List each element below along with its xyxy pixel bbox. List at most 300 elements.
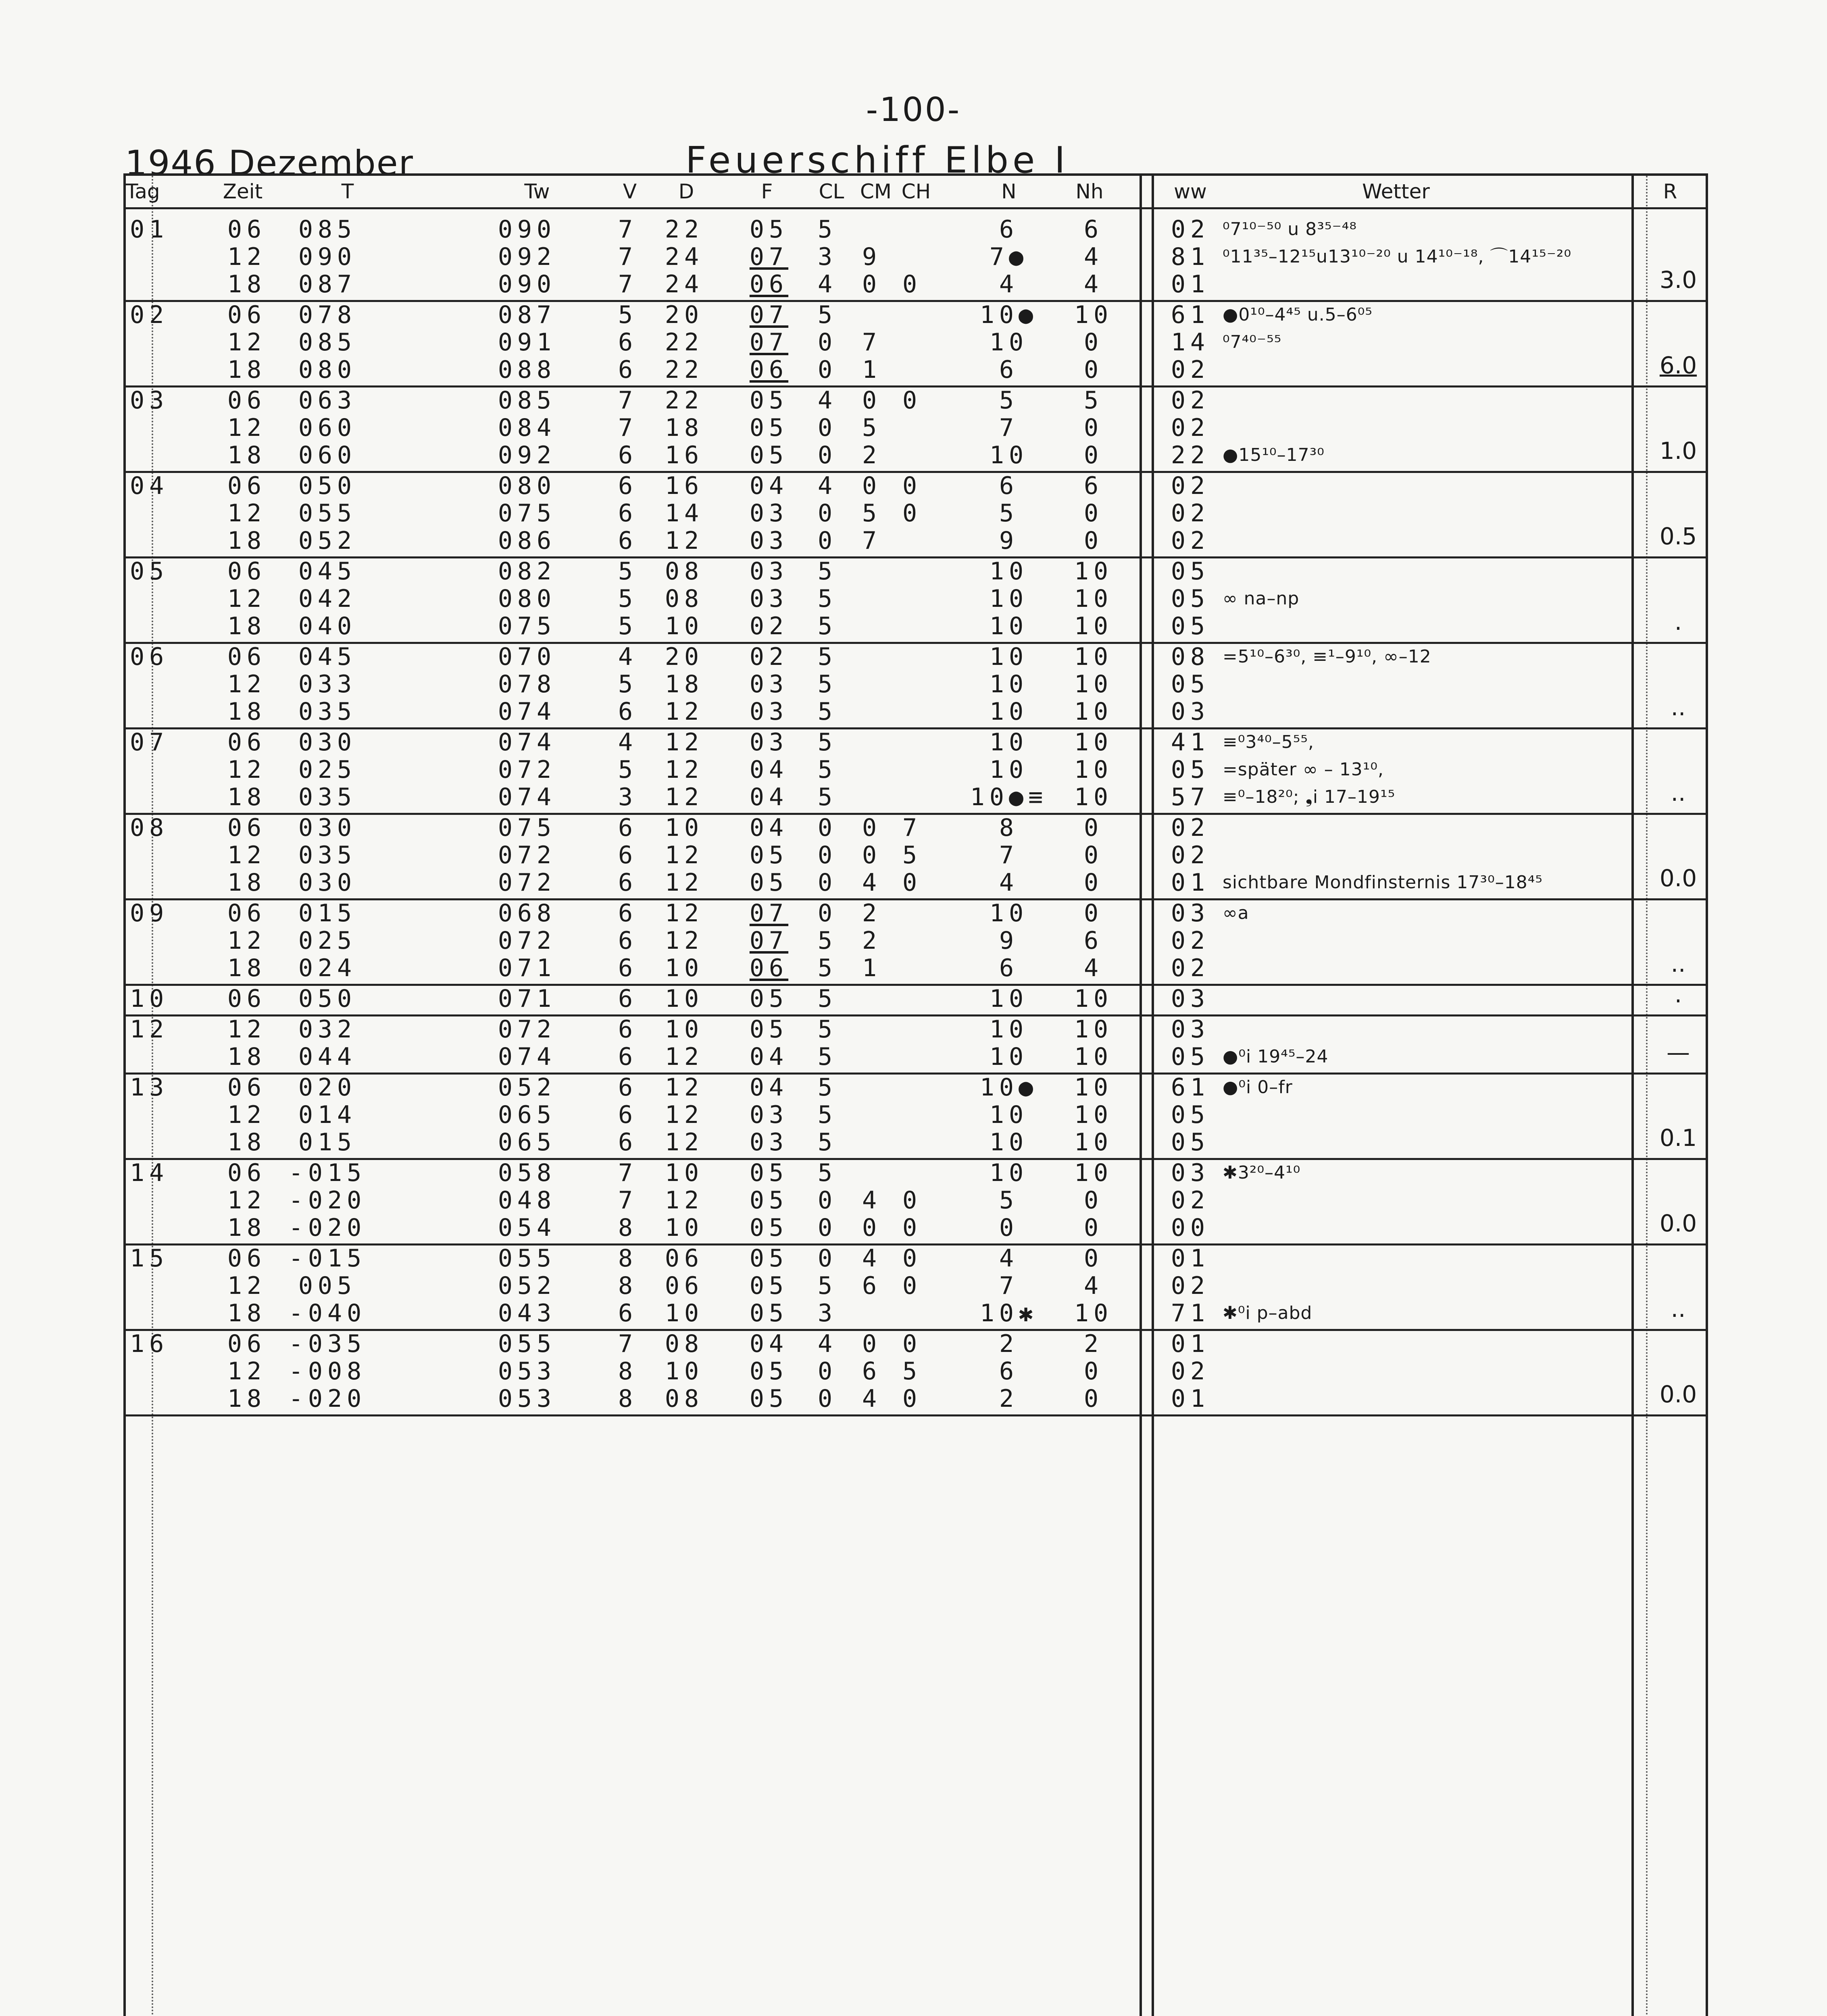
cell-t: 060 [298, 441, 357, 469]
cell-wetter [1223, 1385, 1626, 1412]
cell-zeit: 18 [227, 527, 267, 555]
cell-tw: 092 [498, 243, 556, 271]
cell-n: 6 [999, 215, 1019, 244]
cell-t: 025 [298, 927, 357, 955]
cell-ch: 0 [902, 1330, 922, 1358]
cell-n: 8 [999, 814, 1019, 842]
cell-tw: 072 [498, 927, 556, 955]
cell-zeit: 12 [227, 1015, 267, 1043]
cell-f: 05 [749, 441, 789, 469]
cell-cl: 0 [817, 356, 837, 384]
cell-f: 07 [749, 899, 789, 927]
cell-nh: 10 [1074, 670, 1113, 698]
cell-tw: 075 [498, 814, 556, 842]
cell-f: 04 [749, 1043, 789, 1071]
precip-value: .. [1671, 779, 1686, 806]
cell-nh: 4 [1083, 954, 1104, 982]
cell-zeit: 18 [227, 1043, 267, 1071]
cell-d: 12 [665, 868, 704, 897]
cell-ww: 14 [1171, 328, 1210, 356]
cell-f: 04 [749, 1073, 789, 1102]
cell-f: 03 [749, 698, 789, 726]
day-tag: 05 [130, 557, 169, 585]
precip-value: .. [1671, 950, 1686, 977]
cell-zeit: 18 [227, 356, 267, 384]
cell-zeit: 06 [227, 301, 267, 329]
cell-ww: 01 [1171, 1330, 1210, 1358]
cell-cm: 9 [862, 243, 882, 271]
cell-cl: 4 [817, 270, 837, 298]
cell-cm: 4 [862, 1244, 882, 1272]
cell-wetter [1223, 1331, 1626, 1357]
cell-d: 08 [665, 1385, 704, 1413]
cell-tw: 090 [498, 270, 556, 298]
cell-ch [896, 442, 928, 469]
cell-nh: 0 [1083, 1214, 1104, 1242]
cell-nh: 4 [1083, 243, 1104, 271]
cell-n: 6 [999, 1357, 1019, 1385]
cell-ch [896, 671, 928, 698]
cell-f: 05 [749, 868, 789, 897]
cell-f: 04 [749, 756, 789, 784]
cell-cm: 2 [862, 927, 882, 955]
cell-ch: 7 [902, 814, 922, 842]
day-tag: 06 [130, 643, 169, 671]
cell-cm [856, 698, 888, 725]
cell-v: 6 [618, 1015, 638, 1043]
cell-nh: 10 [1074, 698, 1113, 726]
cell-n: 10 [989, 1159, 1029, 1187]
cell-nh: 10 [1074, 1128, 1113, 1156]
cell-ww: 02 [1171, 1272, 1210, 1300]
cell-nh: 0 [1083, 356, 1104, 384]
cell-wetter [1223, 271, 1626, 298]
cell-d: 10 [665, 1299, 704, 1327]
cell-nh: 0 [1083, 499, 1104, 527]
day-tag: 10 [130, 985, 169, 1013]
cell-n: 10● [979, 1073, 1038, 1102]
observation-table [123, 173, 1708, 2016]
cell-t: 078 [298, 301, 357, 329]
cell-v: 7 [618, 243, 638, 271]
cell-cm: 4 [862, 868, 882, 897]
cell-t: 090 [298, 243, 357, 271]
cell-cm: 4 [862, 1385, 882, 1413]
day-tag: 07 [130, 728, 169, 756]
cell-tw: 072 [498, 868, 556, 897]
cell-ch: 0 [902, 868, 922, 897]
cell-d: 06 [665, 1244, 704, 1272]
cell-cm [856, 784, 888, 810]
cell-ww: 02 [1171, 527, 1210, 555]
cell-ww: 03 [1171, 1015, 1210, 1043]
cell-v: 6 [618, 985, 638, 1013]
cell-f: 07 [749, 927, 789, 955]
cell-v: 6 [618, 527, 638, 555]
cell-ww: 05 [1171, 756, 1210, 784]
cell-t: 024 [298, 954, 357, 982]
cell-tw: 071 [498, 985, 556, 1013]
cell-ch: 0 [902, 270, 922, 298]
cell-d: 10 [665, 1159, 704, 1187]
cell-zeit: 18 [227, 954, 267, 982]
cell-f: 03 [749, 728, 789, 756]
cell-v: 7 [618, 215, 638, 244]
cell-f: 05 [749, 1186, 789, 1214]
cell-ch [896, 1016, 928, 1043]
cell-t: 035 [298, 698, 357, 726]
cell-tw: 072 [498, 756, 556, 784]
cell-tw: 058 [498, 1159, 556, 1187]
cell-wetter [1223, 1245, 1626, 1272]
cell-nh: 10 [1074, 585, 1113, 613]
cell-ww: 61 [1171, 1073, 1210, 1102]
cell-d: 10 [665, 954, 704, 982]
cell-wetter [1223, 1272, 1626, 1299]
cell-cl: 3 [817, 243, 837, 271]
cell-d: 10 [665, 1357, 704, 1385]
cell-t: 050 [298, 985, 357, 1013]
cell-ch [896, 356, 928, 383]
cell-t: 020 [298, 1073, 357, 1102]
cell-nh: 0 [1083, 328, 1104, 356]
cell-cm: 7 [862, 527, 882, 555]
cell-cm [856, 585, 888, 612]
cell-cl: 5 [817, 756, 837, 784]
cell-t: -020 [288, 1214, 367, 1242]
cell-cm [856, 671, 888, 698]
cell-ch [896, 216, 928, 243]
cell-cl: 5 [817, 1128, 837, 1156]
cell-t: 005 [298, 1272, 357, 1300]
cell-wetter: ≡⁰–18²⁰; ❟i 17–19¹⁵ [1223, 787, 1396, 807]
cell-d: 16 [665, 441, 704, 469]
cell-tw: 074 [498, 698, 556, 726]
ship-title: Feuerschiff Elbe I [685, 139, 1069, 181]
cell-nh: 0 [1083, 1357, 1104, 1385]
day-tag: 14 [130, 1159, 169, 1187]
cell-tw: 072 [498, 1015, 556, 1043]
cell-d: 14 [665, 499, 704, 527]
cell-zeit: 06 [227, 1330, 267, 1358]
cell-f: 05 [749, 985, 789, 1013]
cell-t: 032 [298, 1015, 357, 1043]
cell-ww: 02 [1171, 954, 1210, 982]
cell-d: 10 [665, 612, 704, 640]
cell-cm: 0 [862, 841, 882, 869]
precip-value: — [1667, 1039, 1690, 1066]
cell-cl: 4 [817, 1330, 837, 1358]
cell-n: 6 [999, 472, 1019, 500]
r-divider [1631, 176, 1634, 2016]
cell-v: 6 [618, 1299, 638, 1327]
cell-ww: 00 [1171, 1214, 1210, 1242]
cell-tw: 074 [498, 783, 556, 811]
cell-zeit: 12 [227, 670, 267, 698]
cell-v: 6 [618, 698, 638, 726]
cell-d: 24 [665, 243, 704, 271]
cell-ch: 0 [902, 1385, 922, 1413]
cell-cl: 5 [817, 985, 837, 1013]
cell-cl: 5 [817, 1043, 837, 1071]
page-number: -100- [866, 91, 961, 129]
cell-d: 12 [665, 728, 704, 756]
cell-d: 12 [665, 1128, 704, 1156]
cell-f: 05 [749, 215, 789, 244]
cell-wetter [1223, 1102, 1626, 1128]
day-tag: 13 [130, 1073, 169, 1102]
cell-ww: 71 [1171, 1299, 1210, 1327]
cell-cl: 5 [817, 783, 837, 811]
cell-v: 6 [618, 441, 638, 469]
cell-n: 4 [999, 1244, 1019, 1272]
cell-zeit: 06 [227, 472, 267, 500]
cell-ch: 0 [902, 1214, 922, 1242]
cell-cm: 4 [862, 1186, 882, 1214]
cell-ch [896, 927, 928, 954]
cell-zeit: 12 [227, 499, 267, 527]
day-tag: 15 [130, 1244, 169, 1272]
cell-v: 6 [618, 328, 638, 356]
cell-cl: 3 [817, 1299, 837, 1327]
cell-tw: 074 [498, 1043, 556, 1071]
cell-ch: 5 [902, 841, 922, 869]
cell-cl: 5 [817, 215, 837, 244]
cell-t: -020 [288, 1385, 367, 1413]
cell-ch [896, 644, 928, 670]
cell-cm [856, 644, 888, 670]
cell-nh: 0 [1083, 868, 1104, 897]
col-header-tag: Tag [126, 180, 160, 203]
cell-v: 6 [618, 472, 638, 500]
cell-tw: 080 [498, 472, 556, 500]
cell-ch [896, 1160, 928, 1186]
cell-v: 8 [618, 1357, 638, 1385]
cell-d: 22 [665, 356, 704, 384]
cell-wetter: ●15¹⁰–17³⁰ [1223, 445, 1325, 465]
cell-wetter [1223, 558, 1626, 585]
precip-value: .. [1671, 694, 1686, 721]
cell-cm: 6 [862, 1272, 882, 1300]
cell-cl: 5 [817, 1015, 837, 1043]
cell-t: 044 [298, 1043, 357, 1071]
cell-wetter: ●0¹⁰–4⁴⁵ u.5–6⁰⁵ [1223, 304, 1373, 325]
cell-tw: 088 [498, 356, 556, 384]
cell-t: 035 [298, 841, 357, 869]
cell-nh: 6 [1083, 472, 1104, 500]
cell-v: 7 [618, 270, 638, 298]
cell-zeit: 06 [227, 814, 267, 842]
cell-v: 7 [618, 414, 638, 442]
cell-wetter [1223, 1016, 1626, 1043]
cell-wetter: =5¹⁰–6³⁰, ≡¹–9¹⁰, ∞–12 [1223, 646, 1431, 667]
cell-cl: 0 [817, 499, 837, 527]
cell-wetter [1223, 387, 1626, 414]
cell-t: 080 [298, 356, 357, 384]
cell-wetter: ≡⁰3⁴⁰–5⁵⁵, [1223, 732, 1315, 752]
cell-tw: 090 [498, 215, 556, 244]
cell-cl: 5 [817, 612, 837, 640]
cell-ww: 02 [1171, 1186, 1210, 1214]
cell-d: 10 [665, 1015, 704, 1043]
cell-ch [896, 729, 928, 756]
cell-f: 04 [749, 1330, 789, 1358]
cell-nh: 10 [1074, 985, 1113, 1013]
cell-zeit: 06 [227, 985, 267, 1013]
cell-n: 10 [989, 557, 1029, 585]
cell-n: 10 [989, 441, 1029, 469]
cell-nh: 0 [1083, 899, 1104, 927]
col-header-n: N [1001, 180, 1017, 203]
cell-n: 10 [989, 728, 1029, 756]
cell-wetter [1223, 955, 1626, 981]
cell-cm: 6 [862, 1357, 882, 1385]
precip-value: 0.0 [1659, 1210, 1697, 1237]
cell-cm [856, 1102, 888, 1128]
cell-tw: 086 [498, 527, 556, 555]
cell-tw: 048 [498, 1186, 556, 1214]
cell-t: 055 [298, 499, 357, 527]
cell-ch [896, 1300, 928, 1327]
cell-f: 04 [749, 472, 789, 500]
cell-n: 7 [999, 414, 1019, 442]
cell-wetter [1223, 356, 1626, 383]
cell-f: 05 [749, 1299, 789, 1327]
precip-value: 0.1 [1659, 1124, 1697, 1152]
cell-t: 030 [298, 868, 357, 897]
cell-v: 6 [618, 814, 638, 842]
cell-t: 040 [298, 612, 357, 640]
cell-d: 12 [665, 841, 704, 869]
cell-tw: 065 [498, 1128, 556, 1156]
cell-ww: 05 [1171, 612, 1210, 640]
cell-wetter [1223, 414, 1626, 441]
cell-v: 5 [618, 670, 638, 698]
cell-d: 18 [665, 670, 704, 698]
precip-value: 0.0 [1659, 864, 1697, 892]
cell-n: 10 [989, 585, 1029, 613]
cell-d: 12 [665, 1073, 704, 1102]
cell-d: 12 [665, 527, 704, 555]
cell-cm [856, 1043, 888, 1070]
cell-n: 0 [999, 1214, 1019, 1242]
cell-f: 05 [749, 1214, 789, 1242]
day-tag: 01 [130, 215, 169, 244]
cell-d: 22 [665, 386, 704, 414]
cell-n: 10 [989, 612, 1029, 640]
cell-ch: 0 [902, 1186, 922, 1214]
cell-ww: 02 [1171, 1357, 1210, 1385]
cell-f: 03 [749, 585, 789, 613]
cell-zeit: 18 [227, 698, 267, 726]
cell-n: 10 [989, 985, 1029, 1013]
cell-ch: 0 [902, 472, 922, 500]
cell-d: 20 [665, 643, 704, 671]
cell-zeit: 12 [227, 1101, 267, 1129]
cell-v: 8 [618, 1272, 638, 1300]
precip-value: 0.5 [1659, 523, 1697, 550]
cell-d: 12 [665, 899, 704, 927]
cell-f: 03 [749, 527, 789, 555]
cell-ch [896, 1129, 928, 1156]
cell-ww: 02 [1171, 356, 1210, 384]
cell-ww: 02 [1171, 814, 1210, 842]
cell-n: 10 [989, 698, 1029, 726]
cell-cl: 5 [817, 670, 837, 698]
cell-f: 03 [749, 670, 789, 698]
day-tag: 02 [130, 301, 169, 329]
cell-nh: 10 [1074, 1101, 1113, 1129]
cell-v: 6 [618, 841, 638, 869]
cell-v: 7 [618, 1159, 638, 1187]
cell-nh: 4 [1083, 1272, 1104, 1300]
cell-v: 6 [618, 1101, 638, 1129]
cell-nh: 10 [1074, 301, 1113, 329]
cell-nh: 10 [1074, 1073, 1113, 1102]
cell-nh: 0 [1083, 841, 1104, 869]
cell-tw: 053 [498, 1357, 556, 1385]
cell-t: 014 [298, 1101, 357, 1129]
cell-cl: 5 [817, 1272, 837, 1300]
cell-cm [856, 1160, 888, 1186]
day-tag: 09 [130, 899, 169, 927]
cell-n: 10 [989, 1043, 1029, 1071]
cell-v: 7 [618, 1330, 638, 1358]
cell-n: 9 [999, 927, 1019, 955]
cell-cl: 5 [817, 927, 837, 955]
col-header-r: R [1663, 180, 1677, 203]
cell-cm [856, 613, 888, 639]
cell-n: 2 [999, 1330, 1019, 1358]
cell-tw: 075 [498, 612, 556, 640]
cell-t: 030 [298, 728, 357, 756]
cell-cl: 5 [817, 585, 837, 613]
cell-tw: 053 [498, 1385, 556, 1413]
cell-cl: 0 [817, 414, 837, 442]
cell-ch [896, 1074, 928, 1101]
cell-t: 087 [298, 270, 357, 298]
cell-cl: 0 [817, 1214, 837, 1242]
day-tag: 08 [130, 814, 169, 842]
cell-wetter [1223, 527, 1626, 554]
cell-zeit: 06 [227, 215, 267, 244]
cell-f: 06 [749, 270, 789, 298]
ww-divider-inner [1152, 176, 1154, 2016]
cell-ww: 61 [1171, 301, 1210, 329]
cell-cl: 0 [817, 1186, 837, 1214]
cell-f: 04 [749, 783, 789, 811]
cell-v: 5 [618, 557, 638, 585]
cell-n: 7● [989, 243, 1029, 271]
cell-ww: 03 [1171, 1159, 1210, 1187]
cell-tw: 070 [498, 643, 556, 671]
cell-n: 10 [989, 1015, 1029, 1043]
cell-cl: 0 [817, 868, 837, 897]
cell-ch [896, 1043, 928, 1070]
cell-d: 12 [665, 927, 704, 955]
cell-cl: 5 [817, 954, 837, 982]
cell-nh: 10 [1074, 557, 1113, 585]
cell-d: 22 [665, 215, 704, 244]
cell-cm: 0 [862, 814, 882, 842]
cell-n: 10 [989, 328, 1029, 356]
cell-f: 05 [749, 1015, 789, 1043]
day-tag: 12 [130, 1015, 169, 1043]
col-header-zeit: Zeit [223, 180, 263, 203]
cell-tw: 080 [498, 585, 556, 613]
cell-f: 05 [749, 841, 789, 869]
cell-ch [896, 302, 928, 328]
